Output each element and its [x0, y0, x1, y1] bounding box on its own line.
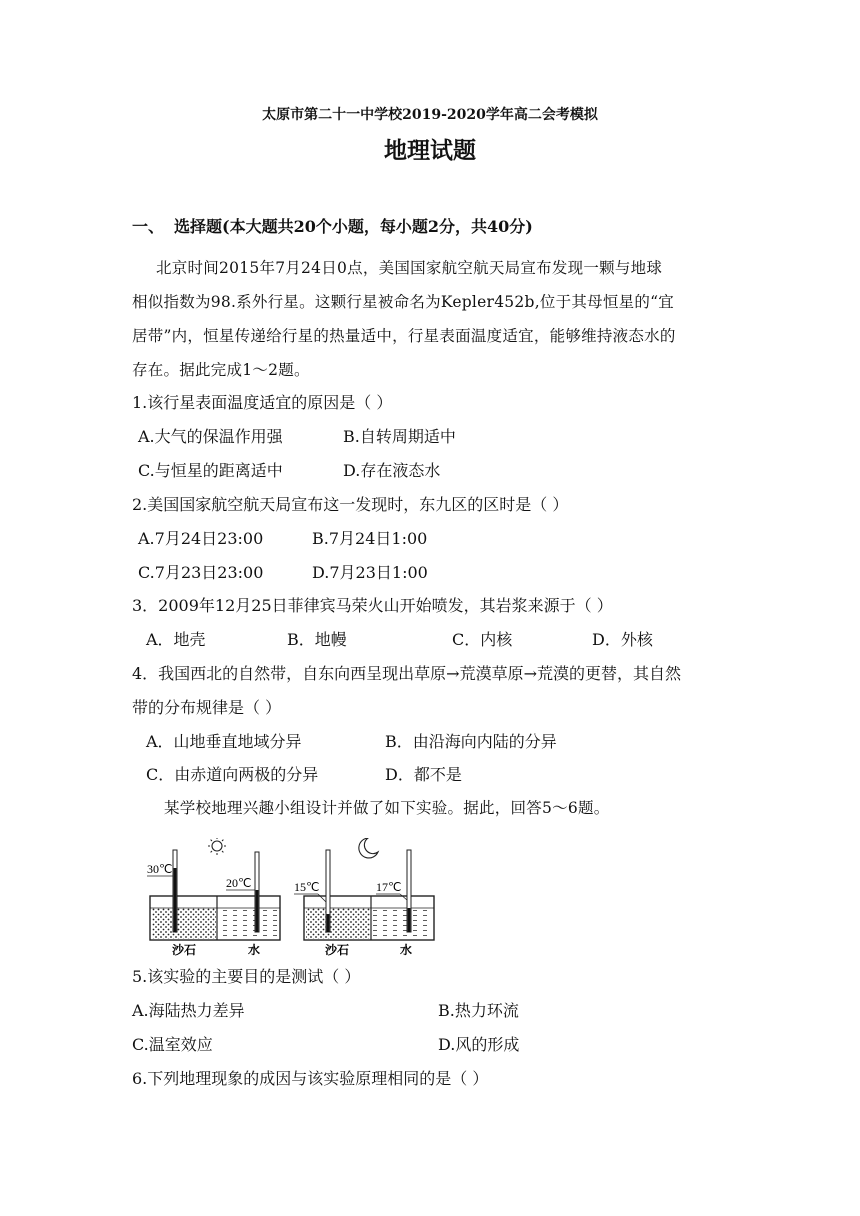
intro-line: 相似指数为98.系外行星。这颗行星被命名为Kepler452b,位于其母恒星的“宜 [132, 293, 675, 311]
question-3-option-b: B．地幔 [287, 630, 347, 649]
question-3-option-d: D．外核 [592, 630, 653, 649]
question-5-stem: 5.该实验的主要目的是测试（ ） [132, 967, 361, 986]
question-4-option-d: D．都不是 [385, 765, 462, 784]
night-water-thermometer [407, 850, 411, 932]
question-4-option-a: A．山地垂直地域分异 [146, 732, 302, 751]
question-3-option-a: A．地壳 [146, 630, 206, 649]
question-1-option-c: C.与恒星的距离适中 [138, 461, 283, 480]
question-4-stem: 带的分布规律是（ ） [132, 698, 282, 717]
experiment-diagram [142, 838, 442, 960]
exam-title: 地理试题 [384, 137, 476, 164]
day-water-thermometer [255, 852, 259, 932]
question-2-option-c: C.7月23日23:00 [138, 563, 264, 582]
day-water [218, 908, 278, 939]
section-number: 一、 [132, 217, 165, 236]
day-sand-label: 沙石 [172, 943, 197, 957]
question-2-option-b: B.7月24日1:00 [312, 529, 428, 548]
question-5-option-d: D.风的形成 [438, 1035, 520, 1054]
day-sand [152, 908, 216, 939]
exam-subtitle: 太原市第二十一中学校2019-2020学年高二会考模拟 [262, 107, 598, 123]
question-5-option-c: C.温室效应 [132, 1035, 213, 1054]
day-container [147, 838, 280, 957]
question-2-option-d: D.7月23日1:00 [312, 563, 428, 582]
intro-line: 存在。据此完成1～2题。 [132, 361, 310, 379]
night-sand [306, 908, 370, 939]
night-sand-label: 沙石 [325, 943, 350, 957]
question-3-option-c: C．内核 [452, 630, 513, 649]
night-sand-temp: 15℃ [294, 880, 320, 894]
intro-2: 某学校地理兴趣小组设计并做了如下实验。据此，回答5～6题。 [164, 799, 610, 817]
sun-icon [208, 838, 226, 855]
question-1-option-a: A.大气的保温作用强 [138, 427, 283, 446]
day-water-label: 水 [248, 943, 261, 957]
question-4-option-c: C．由赤道向两极的分异 [146, 765, 319, 784]
night-container [294, 838, 434, 957]
question-2-stem: 2.美国国家航空航天局宣布这一发现时，东九区的区时是（ ） [132, 495, 569, 514]
moon-icon [359, 838, 378, 858]
intro-line: 北京时间2015年7月24日0点，美国国家航空航天局宣布发现一颗与地球 [156, 259, 663, 277]
question-5-option-b: B.热力环流 [438, 1001, 519, 1020]
night-water-temp: 17℃ [376, 880, 402, 894]
question-1-stem: 1.该行星表面温度适宜的原因是（ ） [132, 393, 393, 412]
question-6-stem: 6.下列地理现象的成因与该实验原理相同的是（ ） [132, 1069, 489, 1088]
intro-line: 居带”内，恒星传递给行星的热量适中，行星表面温度适宜，能够维持液态水的 [132, 327, 676, 345]
night-water-label: 水 [400, 943, 413, 957]
question-5-option-a: A.海陆热力差异 [132, 1001, 245, 1020]
question-4-option-b: B．由沿海向内陆的分异 [385, 732, 557, 751]
day-water-temp: 20℃ [226, 876, 252, 890]
night-sand-thermometer [326, 850, 330, 932]
question-4-stem: 4．我国西北的自然带，自东向西呈现出草原→荒漠草原→荒漠的更替，其自然 [132, 664, 681, 683]
day-sand-thermometer [173, 850, 177, 932]
day-sand-temp: 30℃ [147, 862, 173, 876]
night-water [372, 908, 432, 939]
section-heading-text: 选择题(本大题共20个小题，每小题2分，共40分) [174, 217, 533, 236]
question-2-option-a: A.7月24日23:00 [138, 529, 264, 548]
question-1-option-b: B.自转周期适中 [343, 427, 456, 446]
question-3-stem: 3．2009年12月25日菲律宾马荣火山开始喷发，其岩浆来源于（ ） [132, 596, 613, 615]
question-1-option-d: D.存在液态水 [343, 461, 441, 480]
section-heading [132, 216, 533, 238]
